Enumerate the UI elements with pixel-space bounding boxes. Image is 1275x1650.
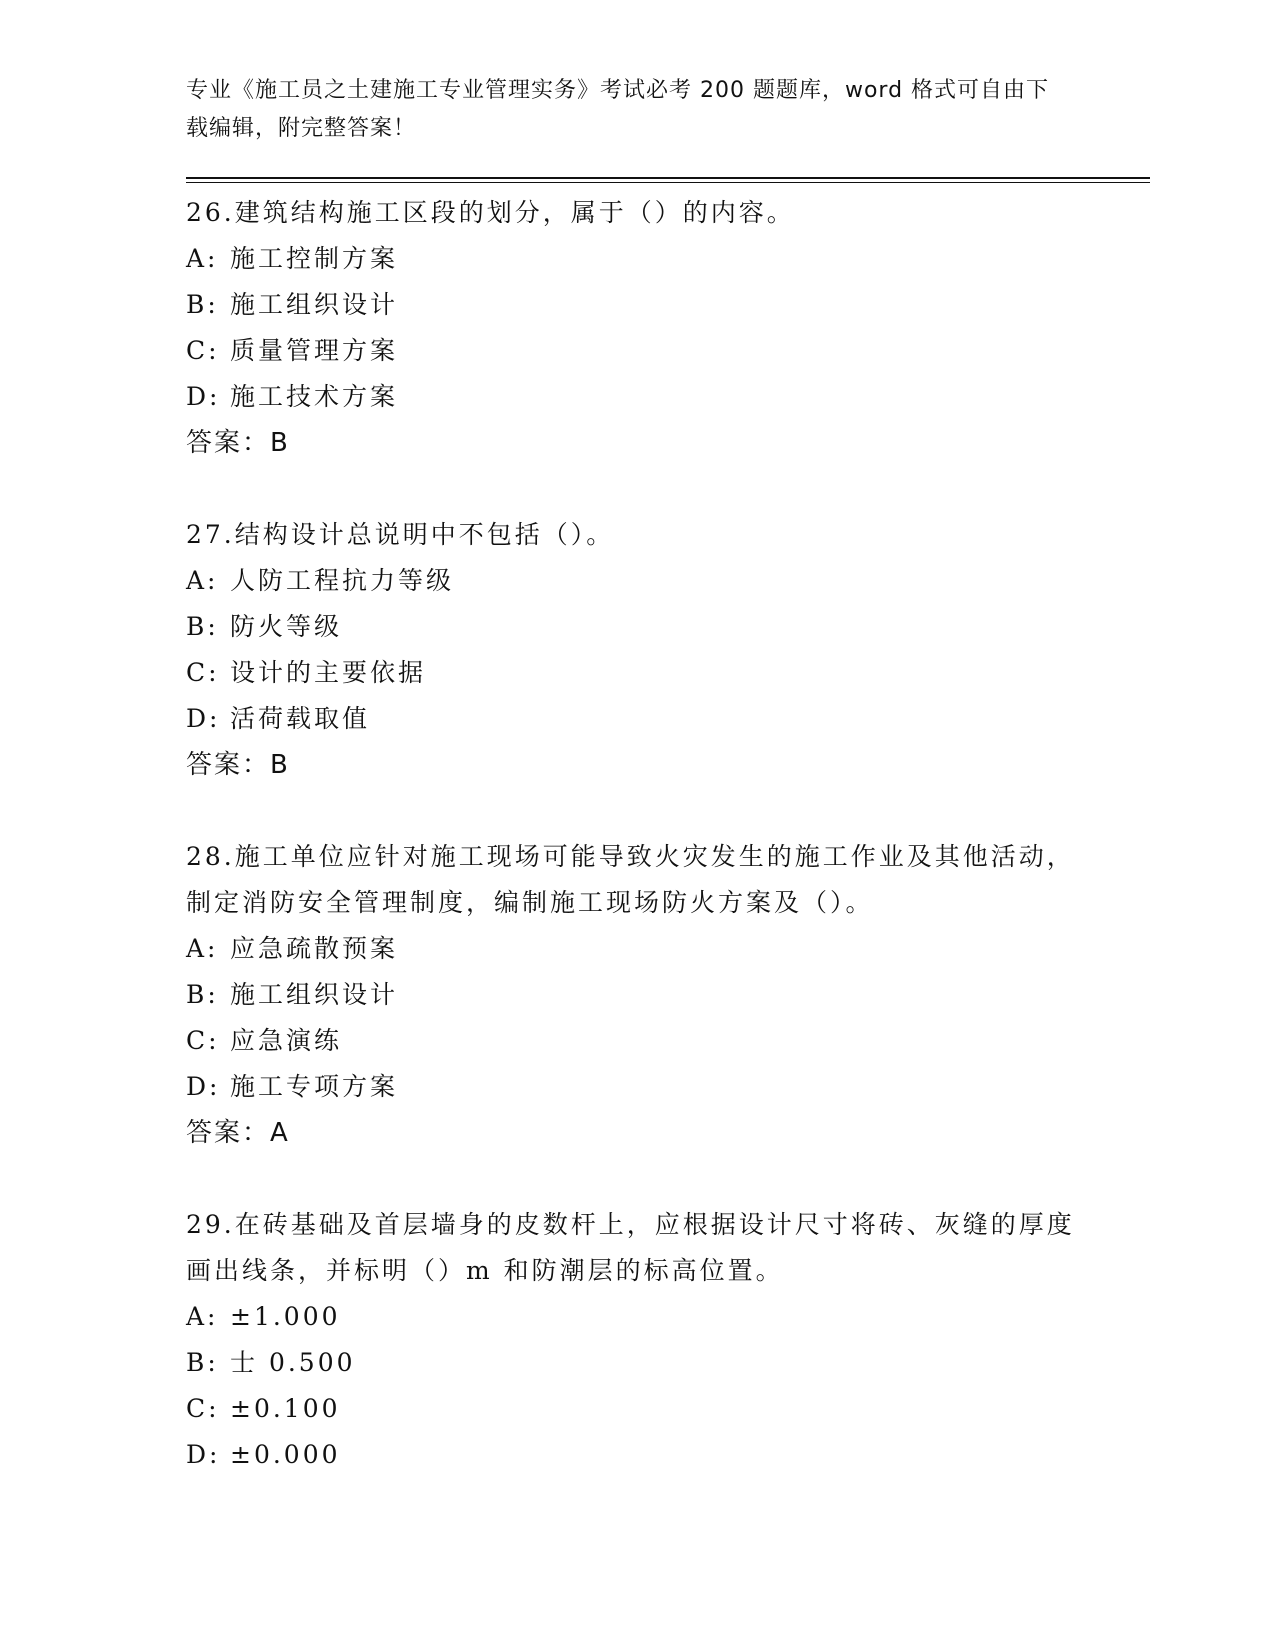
option-text: 施工技术方案 [230, 382, 399, 411]
option-text: 士 0.500 [230, 1348, 356, 1377]
option-text: 应急疏散预案 [230, 934, 399, 963]
option-a [186, 236, 1086, 282]
option-c [186, 650, 1086, 696]
option-text: 活荷载取值 [230, 704, 371, 733]
option-text: 施工控制方案 [230, 244, 399, 273]
option-key: C: [186, 1026, 220, 1055]
option-c [186, 328, 1086, 374]
option-key: D: [186, 1440, 221, 1469]
option-key: C: [186, 658, 220, 687]
option-text: 施工组织设计 [230, 290, 399, 319]
option-text: 质量管理方案 [230, 336, 399, 365]
question-29 [186, 1202, 1086, 1478]
option-d [186, 1432, 1086, 1478]
option-a [186, 1294, 1086, 1340]
header-divider-thin [186, 182, 1150, 183]
option-key: A: [186, 566, 219, 595]
option-key: B: [186, 1348, 219, 1377]
option-key: C: [186, 336, 220, 365]
option-text: 防火等级 [230, 612, 343, 641]
answer-line: 答案：B [186, 428, 290, 458]
option-b [186, 972, 1086, 1018]
option-text: 人防工程抗力等级 [230, 566, 455, 595]
option-a [186, 558, 1086, 604]
option-text: 施工专项方案 [230, 1072, 399, 1101]
option-c [186, 1386, 1086, 1432]
option-b [186, 1340, 1086, 1386]
option-key: D: [186, 704, 221, 733]
question-27 [186, 512, 1086, 788]
option-text: ±0.100 [230, 1394, 341, 1423]
header-divider-thick [186, 177, 1150, 179]
option-key: C: [186, 1394, 220, 1423]
question-stem: 29.在砖基础及首层墙身的皮数杆上，应根据设计尺寸将砖、灰缝的厚度画出线条，并标明（）m 和防潮层的标高位置。 [186, 1210, 1075, 1285]
option-key: B: [186, 290, 219, 319]
option-b [186, 282, 1086, 328]
option-c [186, 1018, 1086, 1064]
answer-line: 答案：B [186, 750, 290, 780]
option-text: ±1.000 [230, 1302, 341, 1331]
option-d [186, 696, 1086, 742]
answer-line: 答案：A [186, 1118, 290, 1148]
question-26 [186, 190, 1086, 466]
question-stem: 28.施工单位应针对施工现场可能导致火灾发生的施工作业及其他活动，制定消防安全管理制度，编制施工现场防火方案及（）。 [186, 842, 1075, 917]
option-d [186, 1064, 1086, 1110]
option-key: A: [186, 934, 219, 963]
question-stem: 27.结构设计总说明中不包括（）。 [186, 520, 615, 549]
option-text: 应急演练 [230, 1026, 343, 1055]
option-key: D: [186, 382, 221, 411]
question-list [186, 190, 1086, 1478]
option-a [186, 926, 1086, 972]
question-28 [186, 834, 1086, 1156]
option-key: B: [186, 612, 219, 641]
option-b [186, 604, 1086, 650]
question-stem: 26.建筑结构施工区段的划分，属于（）的内容。 [186, 198, 795, 227]
option-text: 施工组织设计 [230, 980, 399, 1009]
option-text: ±0.000 [230, 1440, 341, 1469]
option-key: B: [186, 980, 219, 1009]
option-text: 设计的主要依据 [230, 658, 427, 687]
option-key: A: [186, 244, 219, 273]
option-d [186, 374, 1086, 420]
option-key: D: [186, 1072, 221, 1101]
option-key: A: [186, 1302, 219, 1331]
document-header: 专业《施工员之土建施工专业管理实务》考试必考 200 题题库，word 格式可自由下载编辑，附完整答案！ [186, 78, 1050, 141]
